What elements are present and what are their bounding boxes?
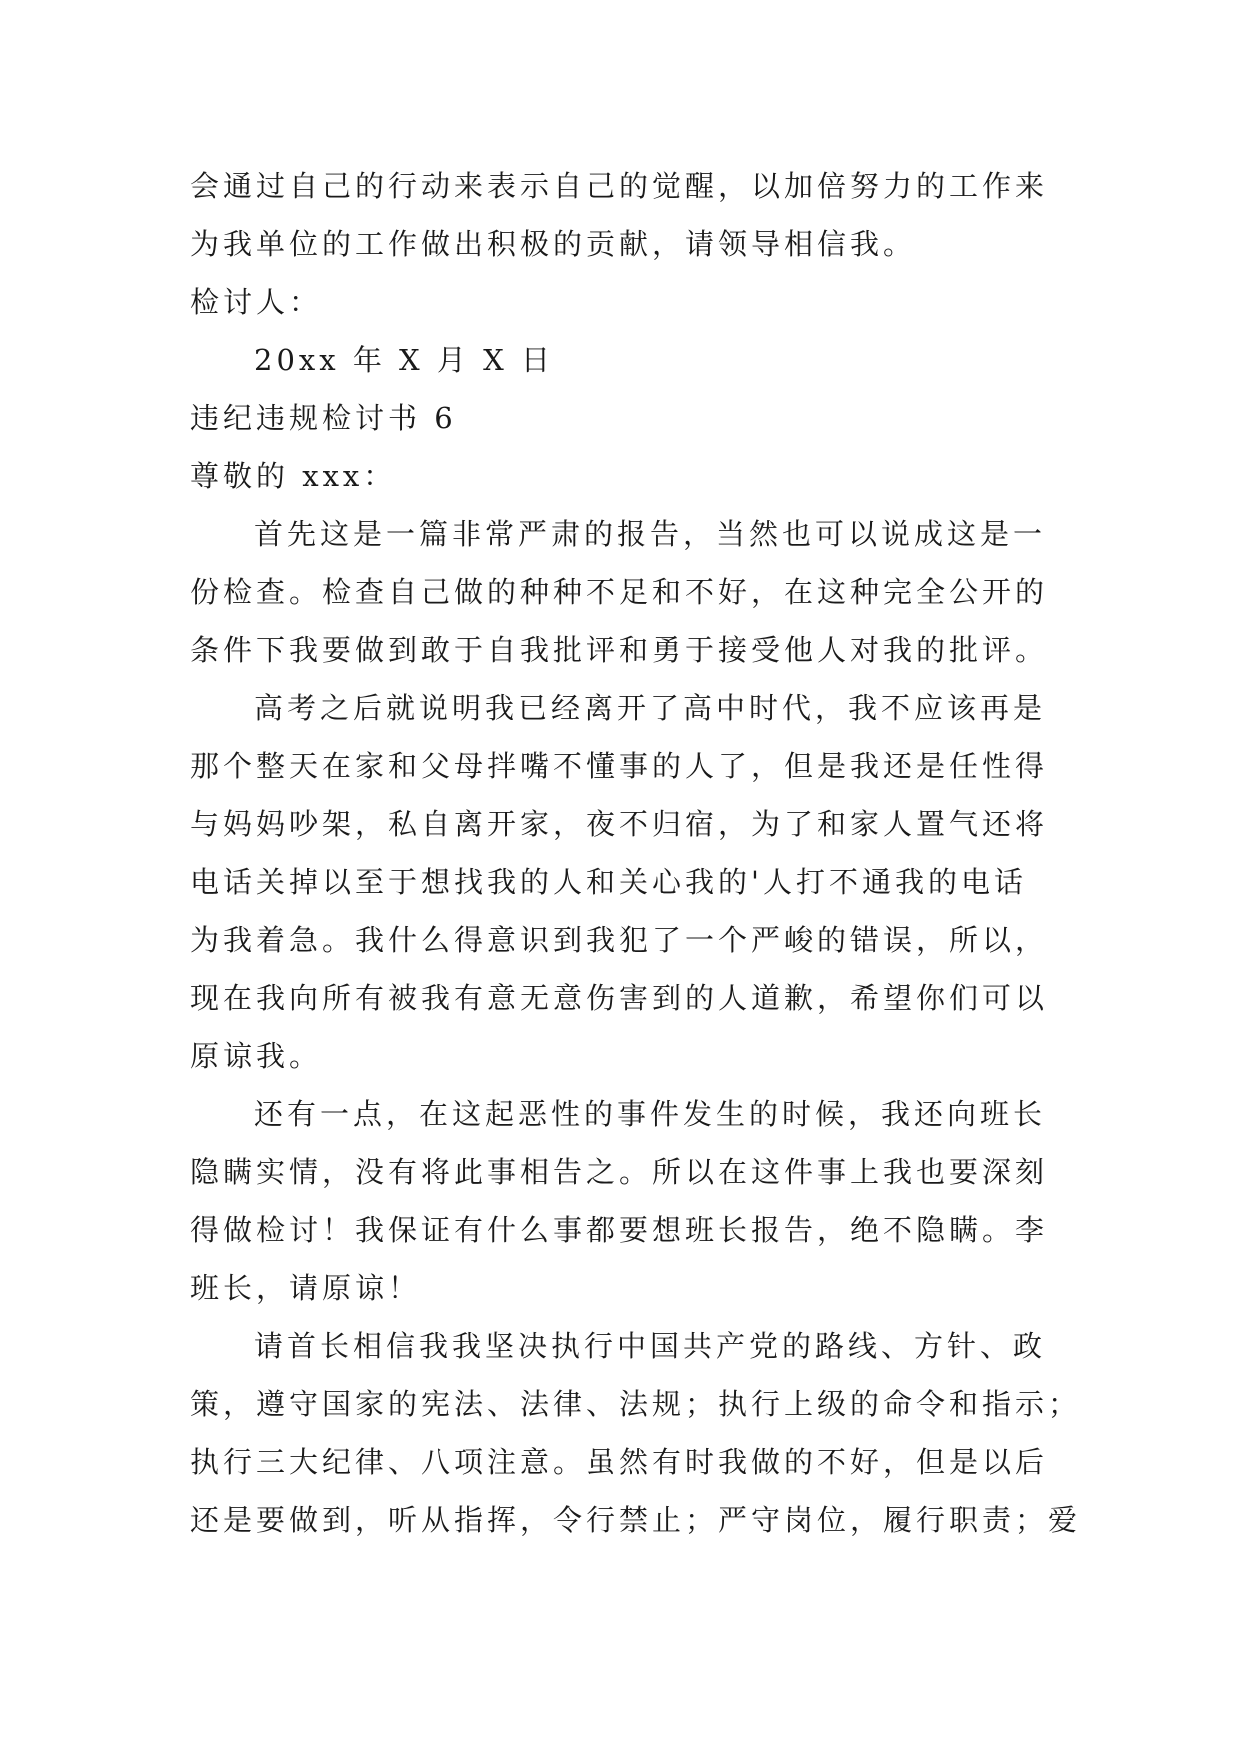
- text-line: 份检查。检查自己做的种种不足和不好，在这种完全公开的: [190, 575, 1049, 609]
- text-line: 电话关掉以至于想找我的人和关心我的'人打不通我的电话: [190, 865, 1027, 899]
- text-line: 策，遵守国家的宪法、法律、法规；执行上级的命令和指示；: [190, 1387, 1082, 1421]
- text-line: 还有一点，在这起恶性的事件发生的时候，我还向班长: [254, 1097, 1047, 1131]
- text-line: 首先这是一篇非常严肃的报告，当然也可以说成这是一: [254, 517, 1047, 551]
- text-line: 尊敬的 xxx：: [190, 459, 397, 493]
- text-line: 隐瞒实情，没有将此事相告之。所以在这件事上我也要深刻: [190, 1155, 1049, 1189]
- text-line: 为我着急。我什么得意识到我犯了一个严峻的错误，所以，: [190, 923, 1049, 957]
- text-line: 请首长相信我我坚决执行中国共产党的路线、方针、政: [254, 1329, 1047, 1363]
- text-line: 条件下我要做到敢于自我批评和勇于接受他人对我的批评。: [190, 633, 1049, 667]
- document-body: [190, 157, 1082, 1549]
- text-line: 违纪违规检讨书 6: [190, 401, 457, 435]
- text-line: 执行三大纪律、八项注意。虽然有时我做的不好，但是以后: [190, 1445, 1049, 1479]
- text-line: 班长，请原谅！: [190, 1271, 422, 1305]
- text-line: 为我单位的工作做出积极的贡献，请领导相信我。: [190, 227, 917, 261]
- text-line: 检讨人：: [190, 285, 323, 319]
- text-line: 原谅我。: [190, 1039, 323, 1073]
- text-line: 那个整天在家和父母拌嘴不懂事的人了，但是我还是任性得: [190, 749, 1049, 783]
- text-line: 得做检讨！我保证有什么事都要想班长报告，绝不隐瞒。李: [190, 1213, 1049, 1247]
- text-line: 高考之后就说明我已经离开了高中时代，我不应该再是: [254, 691, 1047, 725]
- text-line: 与妈妈吵架，私自离开家，夜不归宿，为了和家人置气还将: [190, 807, 1049, 841]
- text-line: 会通过自己的行动来表示自己的觉醒，以加倍努力的工作来: [190, 169, 1049, 203]
- text-line: 现在我向所有被我有意无意伤害到的人道歉，希望你们可以: [190, 981, 1049, 1015]
- text-line: 20xx 年 X 月 X 日: [254, 343, 554, 377]
- text-line: 还是要做到，听从指挥，令行禁止；严守岗位，履行职责；爱: [190, 1503, 1082, 1537]
